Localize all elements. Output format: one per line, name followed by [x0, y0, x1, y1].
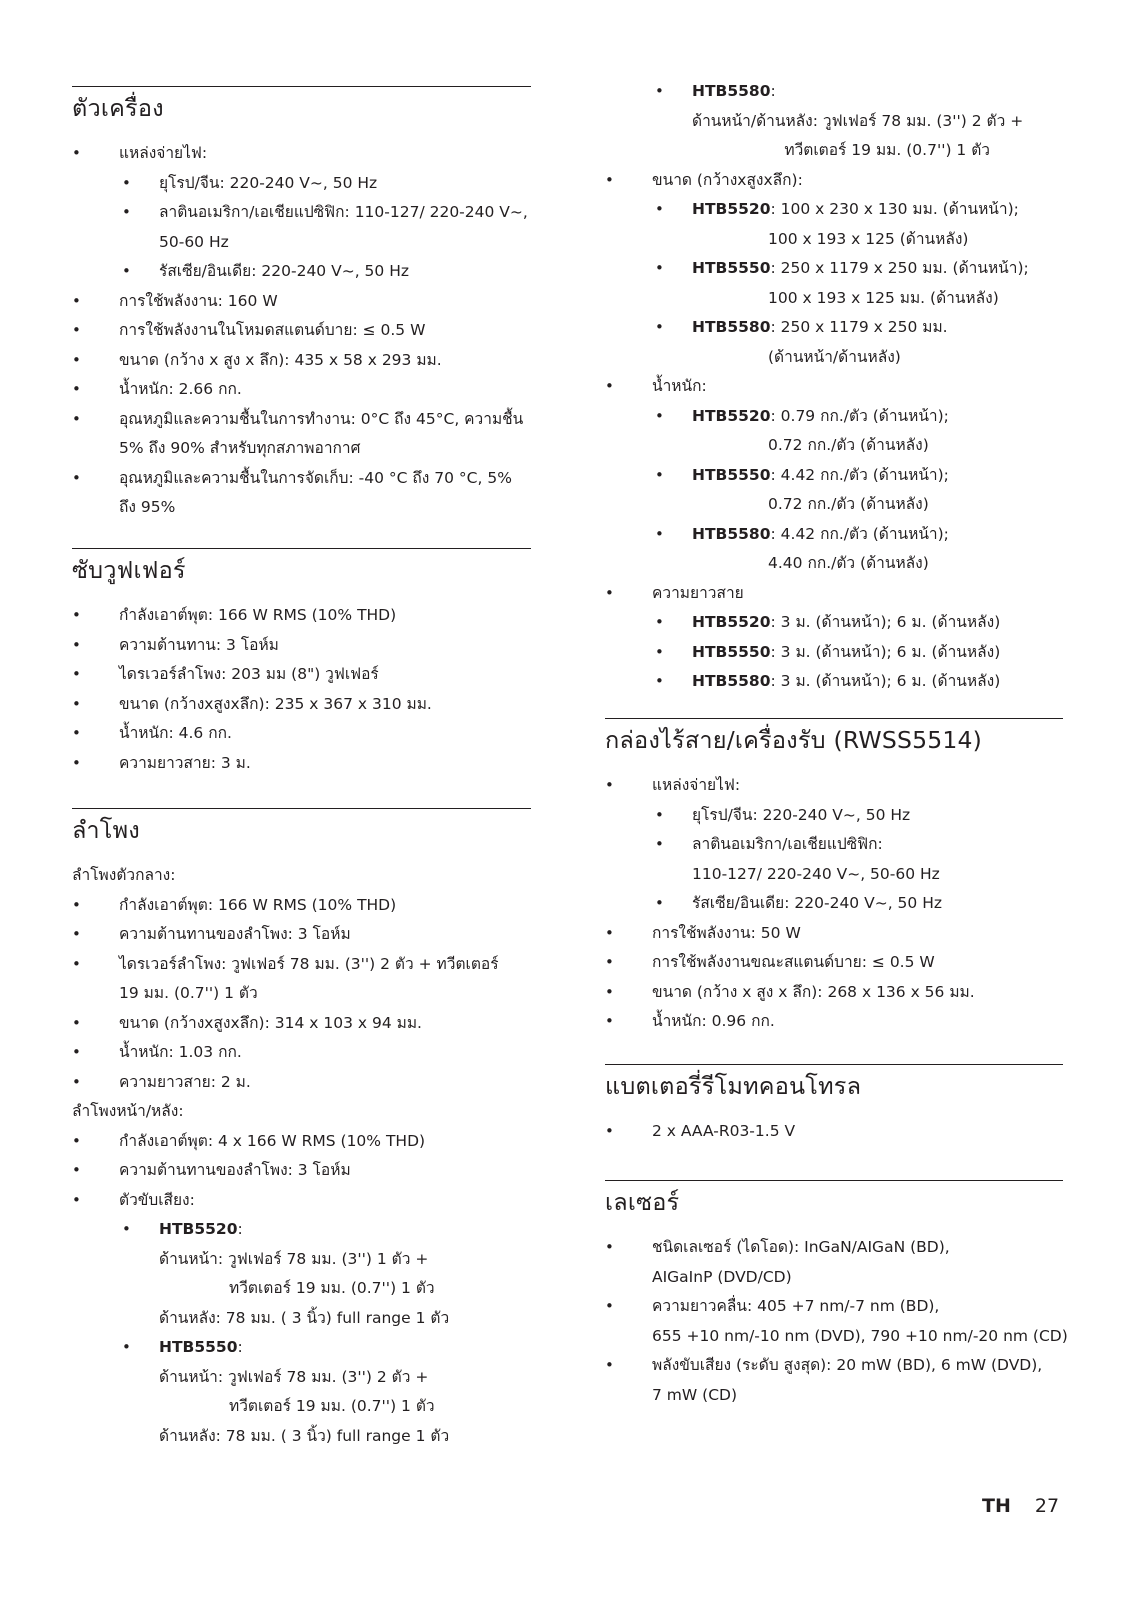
bullet-icon: •: [72, 724, 81, 742]
bullet-icon: •: [72, 1013, 81, 1032]
list-item: • น้ำหนัก: 0.96 กก.: [605, 1007, 1063, 1037]
model-name: HTB5550: [692, 465, 771, 484]
list-item: • อุณหภูมิและความชื้นในการจัดเก็บ: -40 °C ถึง 70 °C, 5%: [72, 464, 531, 494]
model-name: HTB5580: [692, 318, 771, 336]
bullet-icon: •: [122, 262, 131, 280]
model-name: HTB5550: [159, 1338, 238, 1356]
bullet-icon: •: [655, 894, 664, 912]
bullet-icon: •: [655, 465, 664, 484]
list-item: • แหล่งจ่ายไฟ:: [72, 139, 531, 169]
list-item: • HTB5550: 3 ม. (ด้านหน้า); 6 ม. (ด้านหลัง): [605, 638, 1063, 668]
bullet-icon: •: [655, 318, 664, 336]
section-wireless: [605, 718, 1063, 1037]
bullet-icon: •: [72, 606, 81, 624]
bullet-icon: •: [72, 321, 81, 339]
list-item: • 2 x AAA-R03-1.5 V: [605, 1117, 1063, 1147]
list-item: • การใช้พลังงานในโหมดสแตนด์บาย: ≤ 0.5 W: [72, 316, 531, 346]
section-title: ตัวเครื่อง: [72, 94, 164, 122]
list-item: • ขนาด (กว้างxสูงxลึก): 235 x 367 x 310 มม.: [72, 690, 531, 720]
bullet-icon: •: [122, 203, 131, 221]
bullet-icon: •: [605, 1238, 614, 1256]
list-item: • น้ำหนัก: 1.03 กก.: [72, 1038, 531, 1068]
model-name: HTB5520: [159, 1220, 238, 1238]
spec-list: [605, 1117, 1063, 1147]
list-item-cont: 5% ถึง 90% สำหรับทุกสภาพอากาศ: [119, 439, 361, 457]
list-item-cont: ด้านหน้า/ด้านหลัง: วูฟเฟอร์ 78 มม. (3'') 2 ตัว +: [692, 111, 1024, 130]
model-name: HTB5520: [692, 613, 771, 631]
list-item-cont: 100 x 193 x 125 มม. (ด้านหลัง): [768, 288, 999, 307]
list-item: • ความต้านทาน: 3 โอห์ม: [72, 631, 531, 661]
bullet-icon: •: [72, 291, 81, 310]
list-item-cont: 100 x 193 x 125 (ด้านหลัง): [768, 229, 969, 248]
list-item: • HTB5580:: [605, 77, 1063, 107]
list-item: • HTB5550: 250 x 1179 x 250 มม. (ด้านหน้า);: [605, 254, 1063, 284]
model-name: HTB5550: [692, 642, 771, 661]
bullet-icon: •: [72, 753, 81, 772]
bullet-icon: •: [72, 694, 81, 713]
list-item: • HTB5520: 0.79 กก./ตัว (ด้านหน้า);: [605, 402, 1063, 432]
list-item: • กำลังเอาต์พุต: 4 x 166 W RMS (10% THD): [72, 1127, 531, 1157]
bullet-icon: •: [655, 259, 664, 277]
page-footer: [982, 1495, 1059, 1517]
spec-list: [72, 139, 531, 523]
list-item: • HTB5580: 250 x 1179 x 250 มม.: [605, 313, 1063, 343]
bullet-icon: •: [655, 672, 664, 690]
list-item: • ความยาวสาย: 3 ม.: [72, 749, 531, 779]
list-item-cont: ถึง 95%: [119, 498, 176, 516]
spec-list: [605, 1233, 1068, 1410]
list-item: • ตัวขับเสียง:: [72, 1186, 531, 1216]
section-title: เลเซอร์: [605, 1188, 680, 1216]
list-item: • HTB5520: 3 ม. (ด้านหน้า); 6 ม. (ด้านหลัง): [605, 608, 1063, 638]
list-item-cont: 0.72 กก./ตัว (ด้านหลัง): [768, 436, 929, 454]
list-item: • ขนาด (กว้าง x สูง x ลึก): 268 x 136 x 56 มม.: [605, 978, 1063, 1008]
bullet-icon: •: [122, 173, 131, 192]
list-item: • น้ำหนัก: 4.6 กก.: [72, 719, 531, 749]
list-item-cont: 0.72 กก./ตัว (ด้านหลัง): [768, 495, 929, 513]
list-item: • ขนาด (กว้าง x สูง x ลึก): 435 x 58 x 293 มม.: [72, 346, 531, 376]
bullet-icon: •: [72, 1072, 81, 1091]
bullet-icon: •: [655, 200, 664, 218]
list-item: • รัสเซีย/อินเดีย: 220-240 V~, 50 Hz: [72, 257, 531, 287]
spec-list: [605, 771, 1063, 1037]
section-subwoofer: [72, 548, 531, 778]
model-name: HTB5520: [692, 406, 771, 425]
spec-list: [72, 891, 531, 1098]
bullet-icon: •: [655, 835, 664, 853]
list-item-cont: ด้านหน้า: วูฟเฟอร์ 78 มม. (3'') 2 ตัว +: [159, 1367, 429, 1386]
list-item: • พลังขับเสียง (ระดับ สูงสุด): 20 mW (BD), 6 mW (DVD),: [605, 1351, 1063, 1381]
list-item: • กำลังเอาต์พุต: 166 W RMS (10% THD): [72, 891, 531, 921]
section-title: ลำโพง: [72, 816, 140, 844]
subsection-label: ลำโพงตัวกลาง:: [72, 866, 176, 884]
list-item: • ลาตินอเมริกา/เอเชียแปซิฟิก:: [605, 830, 1063, 860]
list-item: • ความยาวคลื่น: 405 +7 nm/-7 nm (BD),: [605, 1292, 1063, 1322]
spec-list: [72, 1127, 531, 1452]
bullet-icon: •: [122, 1338, 131, 1356]
bullet-icon: •: [605, 170, 614, 189]
section-title: แบตเตอรี่รีโมทคอนโทรล: [605, 1072, 862, 1100]
list-item: • รัสเซีย/อินเดีย: 220-240 V~, 50 Hz: [605, 889, 1063, 919]
list-item: • ยุโรป/จีน: 220-240 V~, 50 Hz: [72, 169, 531, 199]
section-laser: [605, 1180, 1068, 1410]
list-item: • ความยาวสาย: [605, 579, 1063, 609]
list-item: • การใช้พลังงาน: 50 W: [605, 919, 1063, 949]
list-item: • HTB5520:: [72, 1215, 531, 1245]
section-speakers-cont: [605, 77, 1063, 697]
list-item: • ลาตินอเมริกา/เอเชียแปซิฟิก: 110-127/ 220-240 V~,: [72, 198, 531, 228]
list-item: • อุณหภูมิและความชื้นในการทำงาน: 0°C ถึง 45°C, ความชื้น: [72, 405, 531, 435]
list-item: • HTB5580: 4.42 กก./ตัว (ด้านหน้า);: [605, 520, 1063, 550]
bullet-icon: •: [605, 1122, 614, 1140]
language-code: TH: [982, 1495, 1011, 1517]
list-item-cont: 50-60 Hz: [159, 232, 229, 251]
model-name: HTB5580: [692, 82, 771, 100]
model-name: HTB5550: [692, 259, 771, 277]
page-number: 27: [1034, 1495, 1060, 1517]
list-item: • HTB5580: 3 ม. (ด้านหน้า); 6 ม. (ด้านหลัง): [605, 667, 1063, 697]
list-item-cont: ด้านหลัง: 78 มม. ( 3 นิ้ว) full range 1 ตัว: [159, 1308, 450, 1327]
list-item-cont: AIGaInP (DVD/CD): [652, 1267, 792, 1286]
model-name: HTB5520: [692, 200, 771, 218]
list-item: • การใช้พลังงานขณะสแตนด์บาย: ≤ 0.5 W: [605, 948, 1063, 978]
list-item: • น้ำหนัก:: [605, 372, 1063, 402]
bullet-icon: •: [605, 377, 614, 395]
list-item: • ไดรเวอร์ลำโพง: วูฟเฟอร์ 78 มม. (3'') 2 ตัว + ทวีตเตอร์: [72, 950, 531, 980]
list-item: • ขนาด (กว้างxสูงxลึก):: [605, 166, 1063, 196]
bullet-icon: •: [72, 409, 81, 428]
bullet-icon: •: [605, 1297, 614, 1315]
bullet-icon: •: [72, 954, 81, 973]
list-item-cont: 4.40 กก./ตัว (ด้านหลัง): [768, 554, 929, 572]
bullet-icon: •: [72, 144, 81, 162]
spec-list: [72, 601, 531, 778]
subsection-label: ลำโพงหน้า/หลัง:: [72, 1102, 184, 1120]
bullet-icon: •: [72, 380, 81, 398]
list-item-cont: ทวีตเตอร์ 19 มม. (0.7'') 1 ตัว: [229, 1397, 435, 1415]
list-item-cont: ทวีตเตอร์ 19 มม. (0.7'') 1 ตัว: [229, 1279, 435, 1297]
bullet-icon: •: [605, 923, 614, 942]
section-title: กล่องไร้สาย/เครื่องรับ (RWSS5514): [605, 726, 983, 754]
list-item: • น้ำหนัก: 2.66 กก.: [72, 375, 531, 405]
list-item: • ความยาวสาย: 2 ม.: [72, 1068, 531, 1098]
bullet-icon: •: [72, 1190, 81, 1209]
bullet-icon: •: [72, 1043, 81, 1061]
bullet-icon: •: [72, 350, 81, 369]
list-item: • การใช้พลังงาน: 160 W: [72, 287, 531, 317]
bullet-icon: •: [605, 1012, 614, 1030]
bullet-icon: •: [655, 406, 664, 425]
section-speakers: [72, 808, 531, 1451]
model-name: HTB5580: [692, 672, 771, 690]
list-item-cont: ด้านหลัง: 78 มม. ( 3 นิ้ว) full range 1 ตัว: [159, 1426, 450, 1445]
bullet-icon: •: [655, 805, 664, 824]
bullet-icon: •: [605, 1356, 614, 1374]
list-item-cont: 655 +10 nm/-10 nm (DVD), 790 +10 nm/-20 nm (CD): [652, 1326, 1068, 1345]
list-item: • ขนาด (กว้างxสูงxลึก): 314 x 103 x 94 มม.: [72, 1009, 531, 1039]
list-item-cont: ด้านหน้า: วูฟเฟอร์ 78 มม. (3'') 1 ตัว +: [159, 1249, 429, 1268]
list-item: • ไดรเวอร์ลำโพง: 203 มม (8") วูฟเฟอร์: [72, 660, 531, 690]
list-item-cont: ทวีตเตอร์ 19 มม. (0.7'') 1 ตัว: [784, 141, 990, 159]
list-item-cont: 110-127/ 220-240 V~, 50-60 Hz: [692, 864, 940, 883]
bullet-icon: •: [605, 982, 614, 1001]
list-item: • HTB5550:: [72, 1333, 531, 1363]
list-item: • แหล่งจ่ายไฟ:: [605, 771, 1063, 801]
bullet-icon: •: [655, 82, 664, 100]
list-item: • ความต้านทานของลำโพง: 3 โอห์ม: [72, 920, 531, 950]
section-battery: [605, 1064, 1063, 1147]
bullet-icon: •: [605, 953, 614, 971]
list-item-cont: (ด้านหน้า/ด้านหลัง): [768, 347, 901, 366]
list-item: • ชนิดเลเซอร์ (ไดโอด): InGaN/AIGaN (BD),: [605, 1233, 1063, 1263]
bullet-icon: •: [72, 895, 81, 914]
bullet-icon: •: [72, 1131, 81, 1150]
bullet-icon: •: [72, 1161, 81, 1179]
section-title: ซับวูฟเฟอร์: [72, 556, 186, 584]
bullet-icon: •: [122, 1220, 131, 1238]
bullet-icon: •: [655, 613, 664, 631]
list-item: • ความต้านทานของลำโพง: 3 โอห์ม: [72, 1156, 531, 1186]
bullet-icon: •: [655, 642, 664, 661]
list-item: • HTB5550: 4.42 กก./ตัว (ด้านหน้า);: [605, 461, 1063, 491]
list-item-cont: 19 มม. (0.7'') 1 ตัว: [119, 984, 258, 1002]
model-name: HTB5580: [692, 524, 771, 543]
bullet-icon: •: [72, 665, 81, 683]
bullet-icon: •: [72, 925, 81, 943]
bullet-icon: •: [605, 583, 614, 602]
list-item: • กำลังเอาต์พุต: 166 W RMS (10% THD): [72, 601, 531, 631]
bullet-icon: •: [655, 524, 664, 543]
list-item: • ยุโรป/จีน: 220-240 V~, 50 Hz: [605, 801, 1063, 831]
spec-list: [605, 77, 1063, 697]
bullet-icon: •: [72, 635, 81, 654]
list-item: • HTB5520: 100 x 230 x 130 มม. (ด้านหน้า);: [605, 195, 1063, 225]
list-item-cont: 7 mW (CD): [652, 1385, 737, 1404]
bullet-icon: •: [605, 776, 614, 794]
section-main-unit: [72, 86, 531, 523]
bullet-icon: •: [72, 468, 81, 487]
